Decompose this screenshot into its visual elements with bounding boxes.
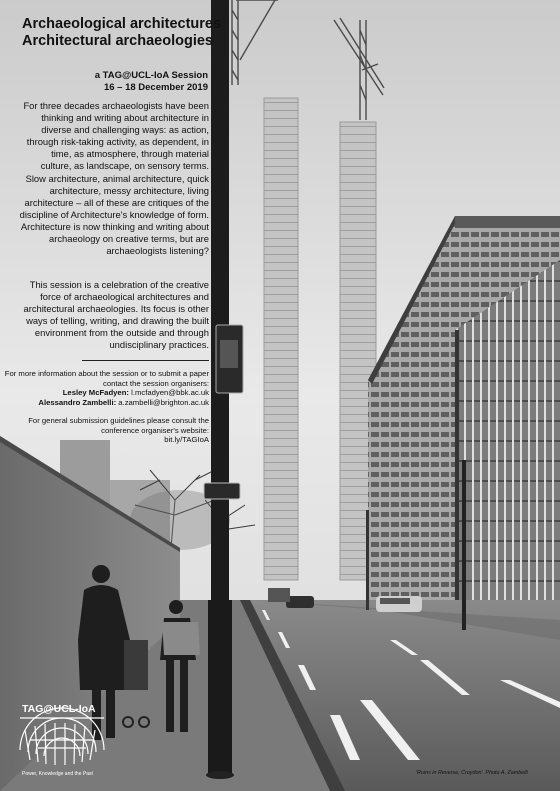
session-name: a TAG@UCL-IoA Session: [94, 70, 208, 81]
person-2-name: Alessandro Zambelli:: [38, 397, 117, 407]
guidelines-block: [4, 416, 209, 445]
logo-name: TAG@UCL-IoA: [22, 703, 96, 715]
focus-paragraph: This session is a celebration of the creative force of archaeological architectures and architectural archaeologies. Its focus is other ways of telling, writing, and drawing the built environment from the outside and through undisciplinary practices.: [23, 279, 209, 351]
guidelines-text: For general submission guidelines please consult the conference organiser's website:: [28, 416, 209, 435]
session-info: [60, 70, 208, 94]
contact-intro: For more information about the session or to submit a paper contact the session organisers:: [4, 369, 209, 388]
divider: [82, 360, 209, 361]
person-1-email[interactable]: l.mcfadyen@bbk.ac.uk: [131, 388, 209, 398]
person-2-email[interactable]: a.zambelli@brighton.ac.uk: [118, 397, 209, 407]
logo-tagline: Power, Knowledge and the Past: [22, 771, 93, 777]
guidelines-link[interactable]: bit.ly/TAGIoA: [164, 435, 209, 445]
intro-paragraph: For three decades archaeologists have been thinking and writing about architecture in diverse and challenging ways: as action, through risk-taking activity, as dependent, in time, as atmosphere, through material culture, as landscape, on sensory terms. Slow architecture, animal architecture, quick architecture, messy architecture, living architecture – all of these are critiques of the discipline of Architecture's knowledge of form. Architecture is now thinking and writing about archaeology on creative terms, but are archaeologists listening?: [19, 100, 209, 257]
title-line-2: Architectural archaeologies: [22, 33, 213, 49]
contact-block: [4, 369, 209, 407]
poster-title: [22, 16, 322, 50]
contact-person-2: [4, 398, 209, 408]
session-dates: 16 – 18 December 2019: [103, 82, 208, 93]
title-line-1: Archaeological architectures: [22, 16, 222, 32]
person-1-name: Lesley McFadyen:: [62, 388, 129, 398]
photo-caption: 'Ruins in Reverse, Croydon'. Photo A. Zambelli: [416, 770, 528, 776]
contact-person-1: [4, 388, 209, 398]
